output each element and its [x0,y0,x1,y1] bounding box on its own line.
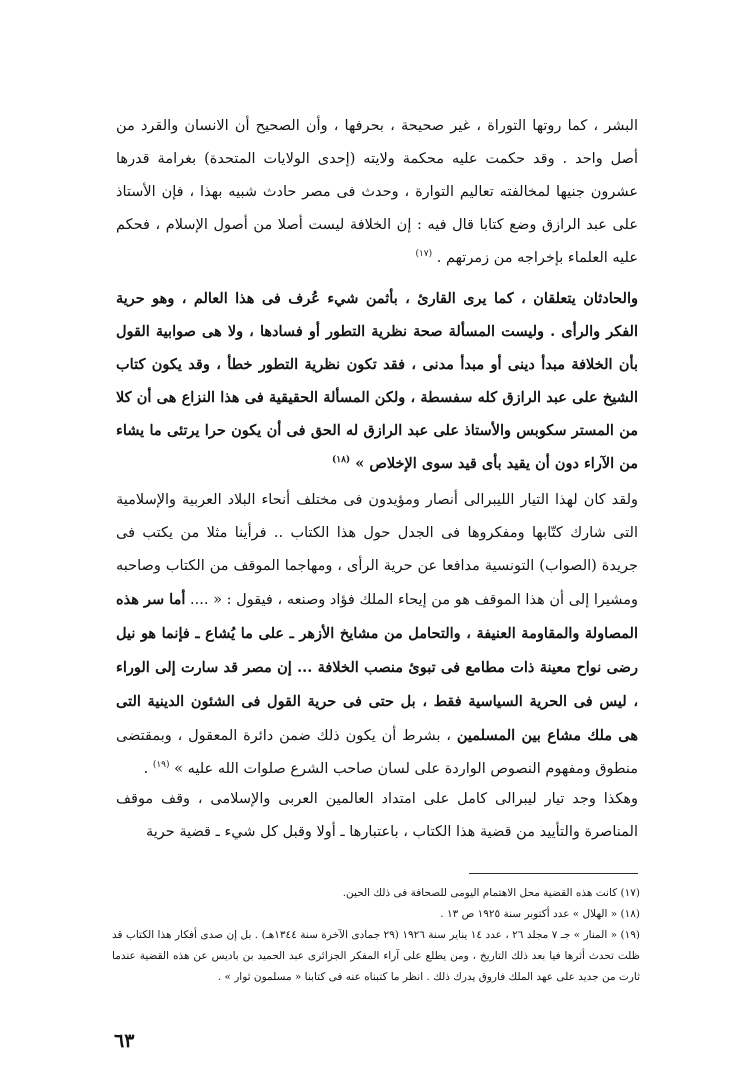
paragraph-4-text: وهكذا وجد تيار ليبرالى كامل على امتداد العالمين العربى والإسلامى ، وقف موقف المناصرة والتأييد من قضية هذا الكتاب ، باعتبارها ـ أولا وقبل كل شيء ـ قضية حرية [116,791,638,840]
footnote-divider [469,873,638,874]
paragraph-4 [116,783,638,849]
paragraph-1-text: البشر ، كما روتها التوراة ، غير صحيحة ، بحرفها ، وأن الصحيح أن الانسان والقرد من أصل واحد . وقد حكمت عليه محكمة ولايته (إحدى الولايات المتحدة) بغرامة قدرها عشرون جنيها لمخالفته تعاليم التوارة ، وحدث فى مصر حادث شبيه بهذا ، فإن الأستاذ على عبد الرازق وضع كتابا قال فيه : إن الخلافة ليست أصلا من أصول الإسلام ، فحكم عليه العلماء بإخراجه من زمرتهم . [116,118,638,266]
footnotes [112,883,640,988]
paragraph-3-end: . [143,761,149,777]
paragraph-3-tail: ، بشرط أن يكون ذلك ضمن دائرة المعقول ، وبمقتضى منطوق ومفهوم النصوص الواردة على لسان صاحب الشرع صلوات الله عليه » [116,728,638,777]
paragraph-2 [116,282,638,480]
paragraph-2-text: والحادثان يتعلقان ، كما يرى القارئ ، بأثمن شيء عُرف فى هذا العالم ، وهو حرية الفكر والرأى . وليست المسألة صحة نظرية التطور أو فسادها ، ولا هى صوابية القول بأن الخلافة مبدأ دينى أو مبدأ مدنى ، فقد تكون نظرية التطور خطأ ، وقد يكون كتاب الشيخ على عبد الرازق كله سفسطة ، ولكن المسألة الحقيقية فى هذا النزاع هى أن كلا من المستر سكوبس والأستاذ على عبد الرازق له الحق فى أن يكون حرا يرتئى ما يشاء من الآراء دون أن يقيد بأى قيد سوى الإخلاص » [116,290,638,472]
paragraph-3-bold-quote: أما سر هذه المصاولة والمقاومة العنيفة ، والتحامل من مشايخ الأزهر ـ على ما يُشاع ـ فإنما هو نيل رضى نواح معينة ذات مطامع فى تبوئ منصب الخلافة ... إن مصر قد سارت إلى الوراء ، ليس فى الحرية السياسية فقط ، بل حتى فى حرية القول فى الشئون الدينية التى هى ملك مشاع بين المسلمين [116,591,639,744]
paragraph-3 [116,484,638,786]
footnote-ref-19: (١٩) [152,760,170,771]
paragraph-1 [116,110,638,275]
footnote-ref-18: (١٨) [331,455,351,466]
paragraph-3-plain: ولقد كان لهذا التيار الليبرالى أنصار ومؤيدون فى مختلف أنحاء البلاد العربية والإسلامية التى شارك كتّابها ومفكروها فى الجدل حول هذا الكتاب .. فرأينا مثلا من يكتب فى جريدة (الصواب) التونسية مدافعا عن حرية الرأى ، ومهاجما الموقف من الكتاب وصاحبه ومشيرا إلى أن هذا الموقف هو من إيحاء الملك فؤاد وصنعه ، فيقول : « .... [116,492,638,608]
footnote-ref-17: (١٧) [415,249,433,260]
footnote-18: (١٨) « الهلال » عدد أكتوبر سنة ١٩٢٥ ص ١٣ . [440,908,640,920]
footnote-17: (١٧) كانت هذه القضية محل الاهتمام اليومى للصحافة فى ذلك الحين. [342,887,640,899]
footnote-19: (١٩) « المنار » جـ ٧ مجلد ٢٦ ، عدد ١٤ يناير سنة ١٩٢٦ (٢٩ جمادى الآخرة سنة ١٣٤٤هـ) . بل إن صدى أفكار هذا الكتاب قد ظلت تحدث أثرها فيا بعد ذلك التاريخ ، ومن يطلع على آراء المفكر الجزائرى عبد الحميد بن باديس عن هذه القضية عندما ثارت من جديد على عهد الملك فاروق يدرك ذلك . انظر ما كتبناه عنه فى كتابنا « مسلمون ثوار » . [112,929,641,983]
page-number: ٦٣ [114,1030,135,1052]
